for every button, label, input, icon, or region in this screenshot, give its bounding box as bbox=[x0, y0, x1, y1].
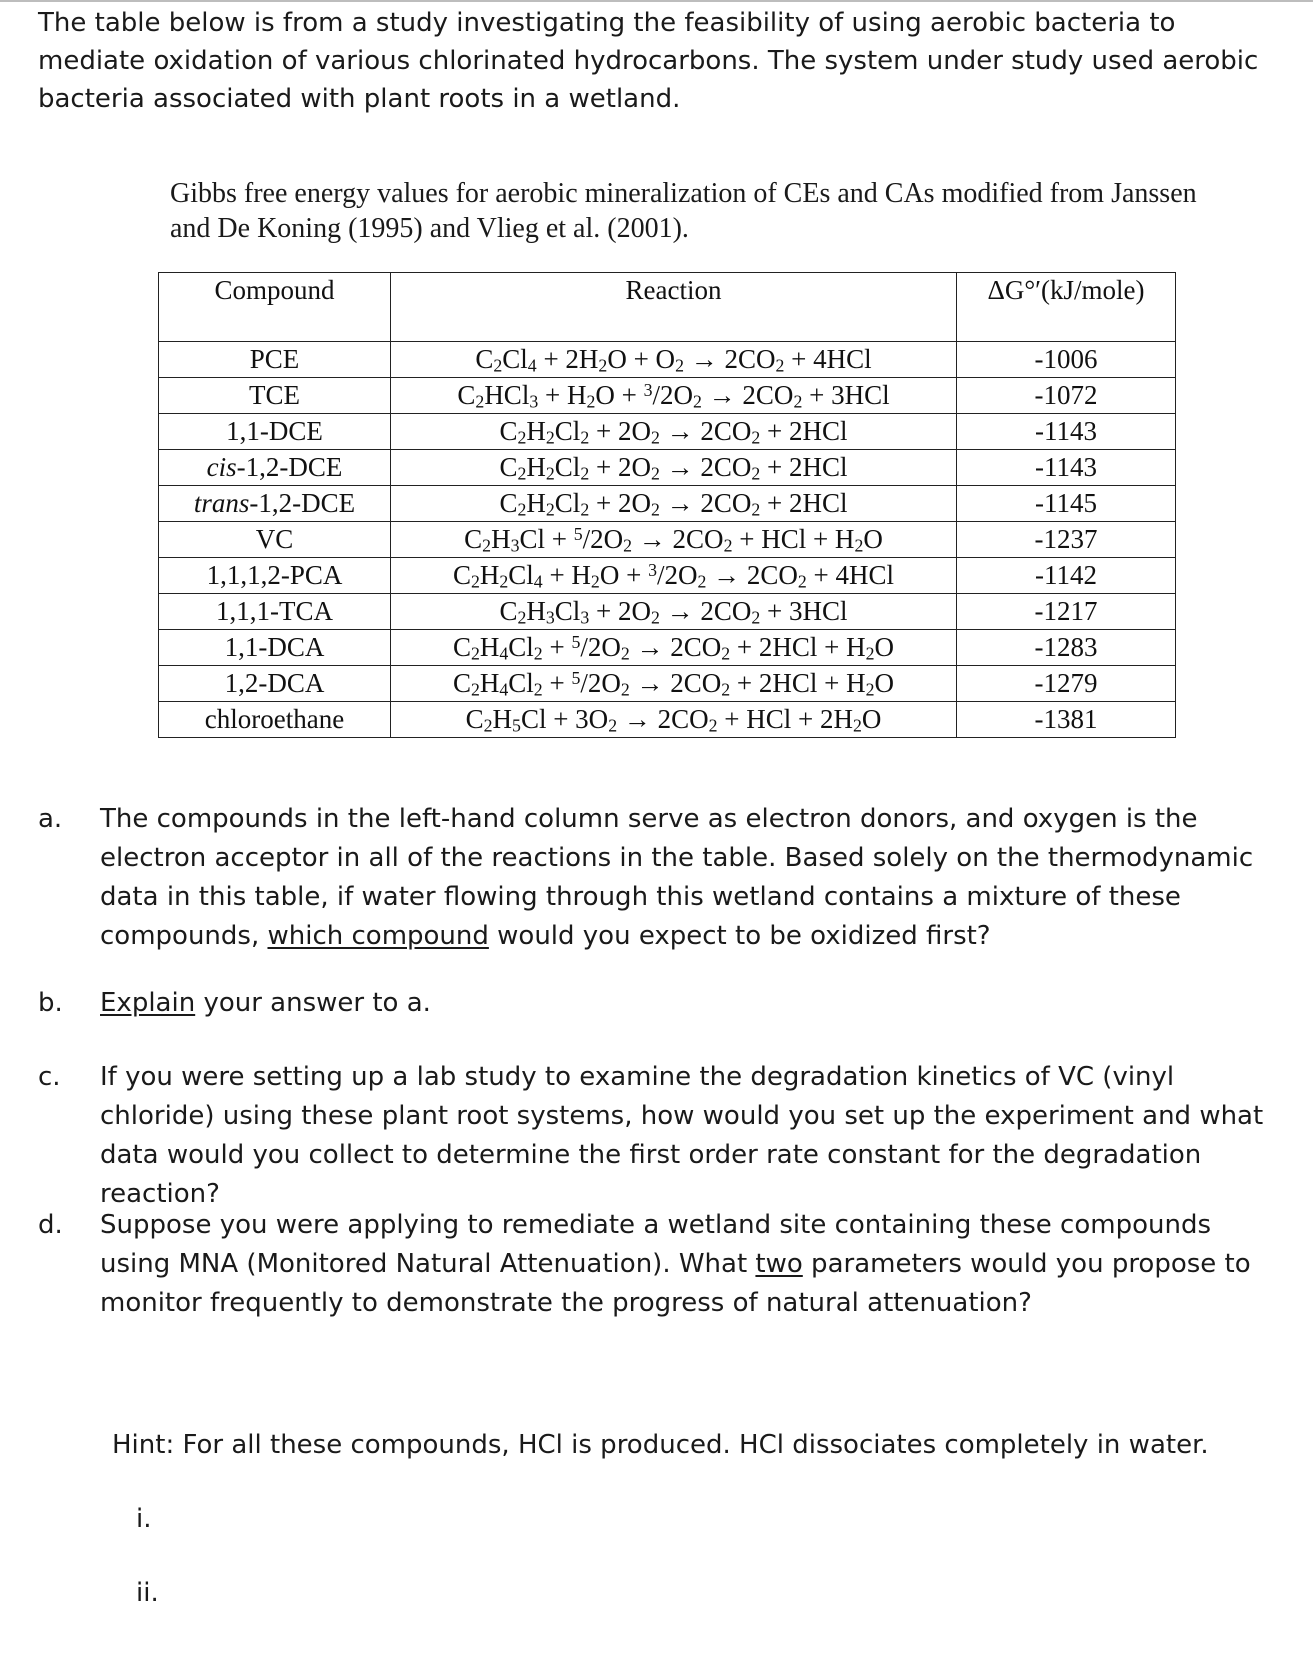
energy-cell: -1143 bbox=[957, 450, 1176, 486]
compound-cell: cis-1,2-DCE bbox=[159, 450, 391, 486]
energy-cell: -1217 bbox=[957, 594, 1176, 630]
reaction-cell: $C_2H_3Cl_3 + 2O_2 \to 2CO_2 + 3HCl$ bbox=[391, 594, 957, 630]
compound-cell: PCE bbox=[159, 342, 391, 378]
question-b bbox=[38, 984, 1288, 1023]
energy-header: ΔG°′(kJ/mole) bbox=[957, 273, 1176, 342]
table-row bbox=[159, 594, 1176, 630]
energy-cell: -1237 bbox=[957, 522, 1176, 558]
table-row bbox=[159, 558, 1176, 594]
energy-cell: -1283 bbox=[957, 630, 1176, 666]
reaction-cell: $C_2H_2Cl_2 + 2O_2 \to 2CO_2 + 2HCl$ bbox=[391, 414, 957, 450]
question-a bbox=[38, 800, 1288, 956]
table-header-row bbox=[159, 273, 1176, 342]
reaction-cell: $C_2H_4Cl_2 + ^5/2O_2 \to 2CO_2 + 2HCl + H_2O$ bbox=[391, 666, 957, 702]
table-row bbox=[159, 522, 1176, 558]
isomer-prefix: cis bbox=[206, 452, 237, 482]
reaction-cell: $C_2H_2Cl_2 + 2O_2 \to 2CO_2 + 2HCl$ bbox=[391, 450, 957, 486]
table-row bbox=[159, 414, 1176, 450]
energy-cell: -1143 bbox=[957, 414, 1176, 450]
question-a-label: a. bbox=[38, 804, 63, 834]
compound-cell: 1,2-DCA bbox=[159, 666, 391, 702]
table-row bbox=[159, 630, 1176, 666]
intro-paragraph: The table below is from a study investigating the feasibility of using aerobic bacteria to mediate oxidation of various chlorinated hydrocarbons. The system under study used aerobic bacteria associated with plant roots in a wetland. bbox=[38, 8, 1259, 114]
question-d-emphasis: two bbox=[755, 1249, 803, 1279]
sub-item-i: i. bbox=[136, 1504, 152, 1534]
reaction-cell: $C_2Cl_4 + 2H_2O + O_2 \to 2CO_2 + 4HCl$ bbox=[391, 342, 957, 378]
reaction-header: Reaction bbox=[391, 273, 957, 342]
table-row bbox=[159, 702, 1176, 738]
energy-cell: -1381 bbox=[957, 702, 1176, 738]
table-row bbox=[159, 378, 1176, 414]
reaction-cell: $C_2H_2Cl_4 + H_2O + ^3/2O_2 \to 2CO_2 + 4HCl$ bbox=[391, 558, 957, 594]
isomer-prefix: trans bbox=[193, 488, 250, 518]
reaction-cell: $C_2HCl_3 + H_2O + ^3/2O_2 \to 2CO_2 + 3HCl$ bbox=[391, 378, 957, 414]
compound-cell: chloroethane bbox=[159, 702, 391, 738]
question-b-text: Explain your answer to a. bbox=[100, 988, 431, 1018]
reaction-cell: $C_2H_3Cl + ^5/2O_2 \to 2CO_2$ + HCl + $H_2O$ bbox=[391, 522, 957, 558]
energy-cell: -1142 bbox=[957, 558, 1176, 594]
compound-cell: VC bbox=[159, 522, 391, 558]
reaction-cell: $C_2H_4Cl_2 + ^5/2O_2 \to 2CO_2 + 2HCl + H_2O$ bbox=[391, 630, 957, 666]
compound-cell: 1,1-DCE bbox=[159, 414, 391, 450]
question-c-label: c. bbox=[38, 1062, 61, 1092]
energy-cell: -1279 bbox=[957, 666, 1176, 702]
hint-text: Hint: For all these compounds, HCl is produced. HCl dissociates completely in water. bbox=[112, 1430, 1209, 1460]
compound-cell: 1,1-DCA bbox=[159, 630, 391, 666]
question-b-emphasis: Explain bbox=[100, 988, 196, 1018]
question-a-emphasis: which compound bbox=[267, 921, 489, 951]
table-row bbox=[159, 486, 1176, 522]
table-caption: Gibbs free energy values for aerobic mineralization of CEs and CAs modified from Janssen and De Koning (1995) and Vlieg et al. (2001). bbox=[170, 178, 1197, 244]
table-body bbox=[159, 342, 1176, 738]
question-b-label: b. bbox=[38, 988, 63, 1018]
compound-cell: 1,1,1-TCA bbox=[159, 594, 391, 630]
question-c-text: If you were setting up a lab study to examine the degradation kinetics of VC (vinyl chloride) using these plant root systems, how would you set up the experiment and what data would you collect to determine the first order rate constant for the degradation reaction? bbox=[100, 1062, 1264, 1209]
compound-cell: trans-1,2-DCE bbox=[159, 486, 391, 522]
energy-cell: -1072 bbox=[957, 378, 1176, 414]
question-d bbox=[38, 1206, 1288, 1323]
reaction-cell: $C_2H_2Cl_2 + 2O_2 \to 2CO_2 + 2HCl$ bbox=[391, 486, 957, 522]
compound-cell: 1,1,1,2-PCA bbox=[159, 558, 391, 594]
question-d-text: Suppose you were applying to remediate a wetland site containing these compounds using MNA (Monitored Natural Attenuation). What two parameters would you propose to monitor frequently to demonstrate the progress of natural attenuation? bbox=[100, 1210, 1251, 1318]
table-row bbox=[159, 342, 1176, 378]
energy-cell: -1145 bbox=[957, 486, 1176, 522]
compound-header: Compound bbox=[159, 273, 391, 342]
table-row bbox=[159, 450, 1176, 486]
gibbs-energy-table bbox=[158, 272, 1176, 738]
question-c bbox=[38, 1058, 1288, 1214]
compound-cell: TCE bbox=[159, 378, 391, 414]
question-a-text: The compounds in the left-hand column serve as electron donors, and oxygen is the electron acceptor in all of the reactions in the table. Based solely on the thermodynamic data in this table, if water flowing through this wetland contains a mixture of these compounds, which compound would you expect to be oxidized first? bbox=[100, 804, 1254, 951]
energy-cell: -1006 bbox=[957, 342, 1176, 378]
table-row bbox=[159, 666, 1176, 702]
sub-item-ii: ii. bbox=[136, 1578, 159, 1608]
question-d-label: d. bbox=[38, 1210, 63, 1240]
top-rule bbox=[0, 0, 1313, 2]
reaction-cell: $C_2H_5Cl + 3O_2 \to 2CO_2$ + HCl + $2H_2O$ bbox=[391, 702, 957, 738]
